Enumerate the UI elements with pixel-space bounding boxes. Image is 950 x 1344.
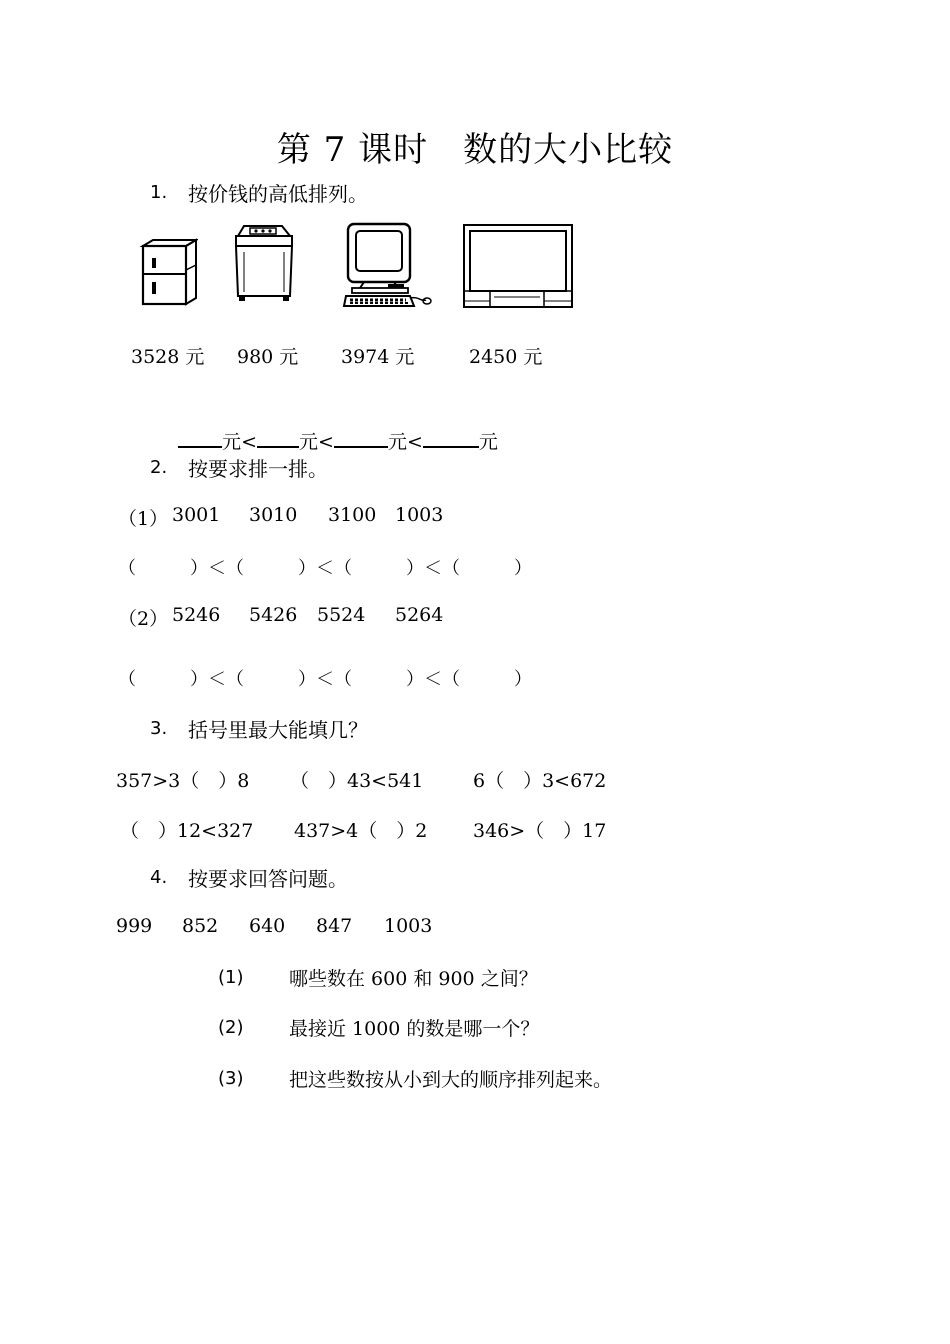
less-than-sign: <	[318, 431, 334, 453]
q3-item[interactable]: （ ）43<541	[290, 770, 424, 792]
less-than-sign: <	[241, 431, 258, 453]
answer-blank[interactable]	[334, 428, 388, 448]
q3-item[interactable]: （ ）12<327	[120, 820, 254, 842]
price-tv: 2450 元	[469, 346, 543, 368]
unit-label: 元	[478, 431, 498, 453]
computer-icon	[340, 218, 434, 310]
q4-sub-text: 哪些数在 600 和 900 之间？	[289, 968, 538, 990]
q4-number-item: 1003	[384, 915, 433, 937]
price-refrigerator: 3528 元	[131, 346, 205, 368]
price-washing-machine: 980 元	[237, 346, 299, 368]
q2-part2-label: （2）	[118, 608, 169, 630]
price-computer: 3974 元	[341, 346, 415, 368]
q2-part2-num: 5524	[317, 604, 366, 626]
q1-text: 按价钱的高低排列。	[188, 182, 368, 206]
q2-part2-num: 5264	[395, 604, 444, 626]
q4-sub-label: (1)	[218, 967, 244, 988]
q2-part1-num: 3010	[249, 504, 298, 526]
less-than-sign: <	[406, 431, 423, 453]
answer-blank[interactable]	[257, 428, 299, 448]
q1-number: 1.	[150, 182, 168, 203]
q3-text: 括号里最大能填几？	[188, 718, 368, 742]
q2-part2-compare-row[interactable]: （ ）＜（ ）＜（ ）＜（ ）	[118, 669, 532, 690]
q3-number: 3.	[150, 718, 168, 739]
q2-part2-num: 5426	[249, 604, 298, 626]
answer-blank[interactable]	[423, 428, 479, 448]
q2-part2-num: 5246	[172, 604, 221, 626]
washing-machine-icon	[230, 222, 296, 304]
unit-label: 元	[299, 431, 319, 453]
q4-text: 按要求回答问题。	[188, 867, 348, 891]
q4-sub-label: (2)	[218, 1017, 244, 1038]
q4-number: 4.	[150, 867, 168, 888]
unit-label: 元	[387, 431, 407, 453]
unit-label: 元	[222, 431, 242, 453]
q3-item[interactable]: 6（ ）3<672	[473, 770, 607, 792]
q2-part1-num: 3001	[172, 504, 221, 526]
q2-part1-num: 1003	[395, 504, 444, 526]
q4-number-item: 640	[249, 915, 286, 937]
q2-part1-label: （1）	[118, 508, 169, 530]
answer-blank[interactable]	[178, 428, 222, 448]
q4-number-item: 999	[116, 915, 153, 937]
q4-sub-text: 最接近 1000 的数是哪一个？	[289, 1018, 540, 1040]
q1-order-row	[166, 405, 498, 454]
q3-item[interactable]: 437>4（ ）2	[294, 820, 428, 842]
tv-icon	[460, 221, 576, 311]
q4-sub-label: (3)	[218, 1068, 244, 1089]
page-title: 第 7 课时 数的大小比较	[276, 130, 674, 170]
q2-part1-compare-row[interactable]: （ ）＜（ ）＜（ ）＜（ ）	[118, 558, 532, 579]
q3-item[interactable]: 357>3（ ）8	[116, 770, 250, 792]
q2-number: 2.	[150, 457, 168, 478]
refrigerator-icon	[138, 236, 198, 308]
q4-number-item: 852	[182, 915, 219, 937]
q2-text: 按要求排一排。	[188, 457, 328, 481]
q4-sub-text: 把这些数按从小到大的顺序排列起来。	[289, 1069, 613, 1091]
q4-number-item: 847	[316, 915, 353, 937]
q3-item[interactable]: 346>（ ）17	[473, 820, 607, 842]
q2-part1-num: 3100	[328, 504, 377, 526]
